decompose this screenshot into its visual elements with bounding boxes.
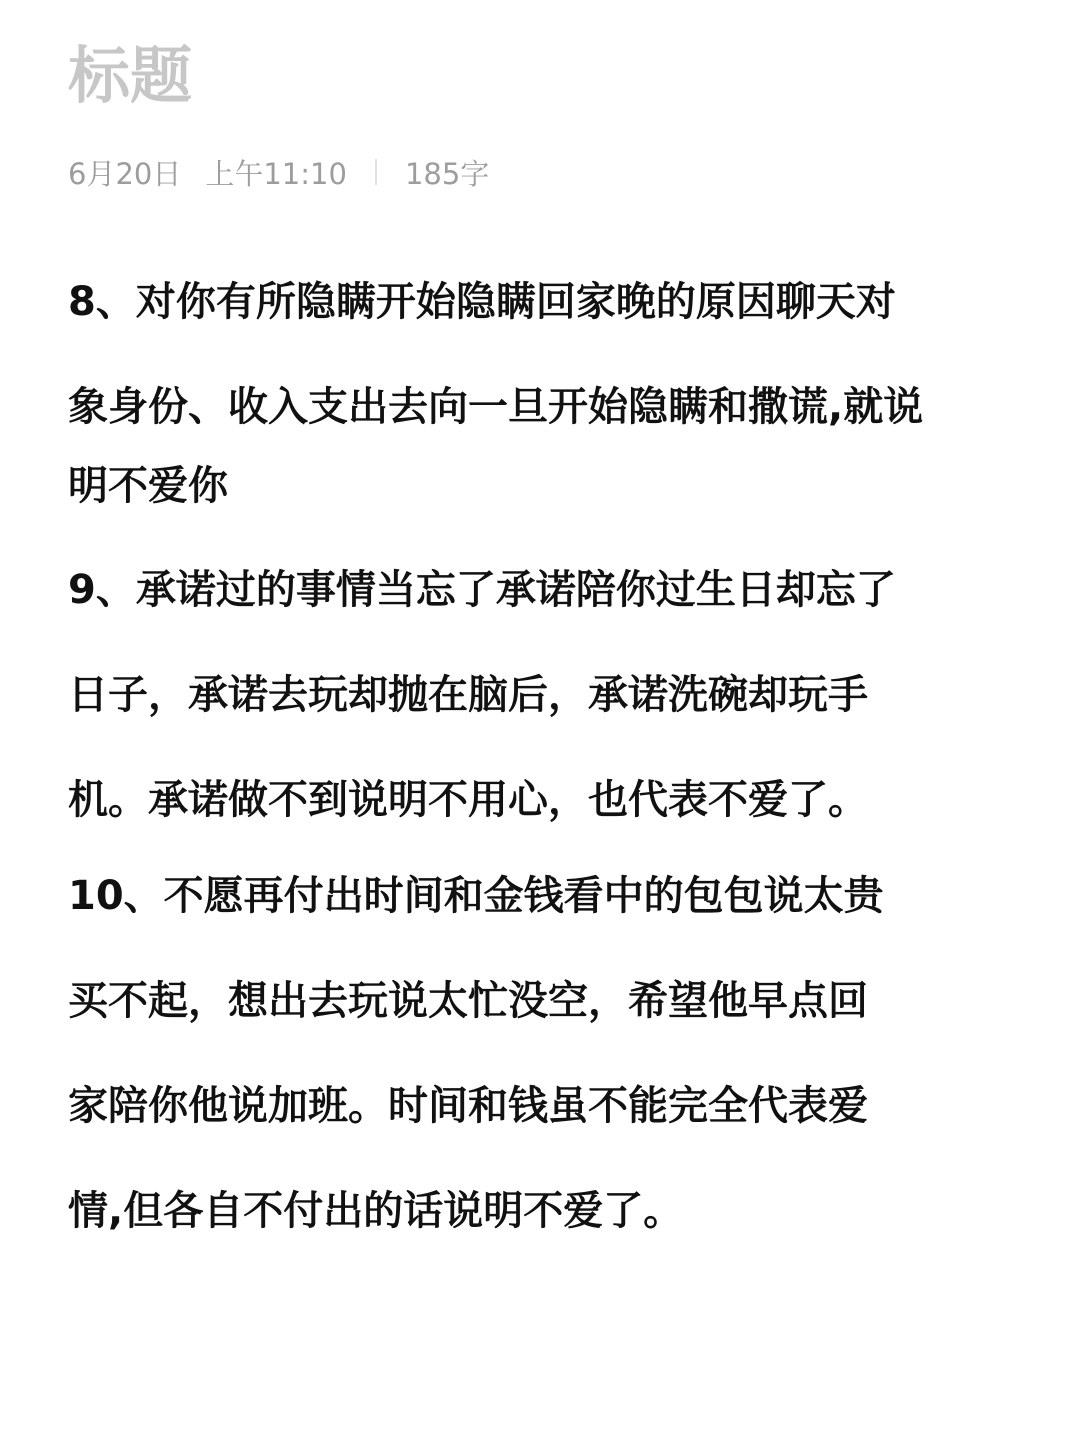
note-time: 上午11:10 bbox=[205, 156, 347, 191]
paragraph-line: 机。承诺做不到说明不用心，也代表不爱了。 bbox=[68, 777, 868, 823]
paragraph-line: 象身份、收入支出去向一旦开始隐瞒和撒谎,就说 bbox=[68, 384, 924, 430]
paragraph-10[interactable] bbox=[68, 866, 884, 1241]
paragraph-line: 10、不愿再付出时间和金钱看中的包包说太贵 bbox=[68, 873, 884, 919]
paragraph-line: 家陪你他说加班。时间和钱虽不能完全代表爱 bbox=[68, 1083, 868, 1129]
paragraph-line: 8、对你有所隐瞒开始隐瞒回家晚的原因聊天对 bbox=[68, 279, 896, 325]
paragraph-line: 明不爱你 bbox=[68, 463, 228, 509]
paragraph-8[interactable] bbox=[68, 272, 923, 516]
meta-divider bbox=[375, 159, 377, 185]
note-title[interactable]: 标题 bbox=[68, 39, 193, 112]
paragraph-9[interactable] bbox=[68, 560, 896, 830]
paragraph-line: 9、承诺过的事情当忘了承诺陪你过生日却忘了 bbox=[68, 567, 896, 613]
note-meta bbox=[68, 152, 489, 192]
note-date: 6月20日 bbox=[68, 156, 182, 191]
paragraph-line: 日子，承诺去玩却抛在脑后，承诺洗碗却玩手 bbox=[68, 672, 868, 718]
word-count: 185字 bbox=[404, 156, 490, 191]
paragraph-line: 情,但各自不付出的话说明不爱了。 bbox=[68, 1188, 684, 1234]
paragraph-line: 买不起，想出去玩说太忙没空，希望他早点回 bbox=[68, 978, 868, 1024]
